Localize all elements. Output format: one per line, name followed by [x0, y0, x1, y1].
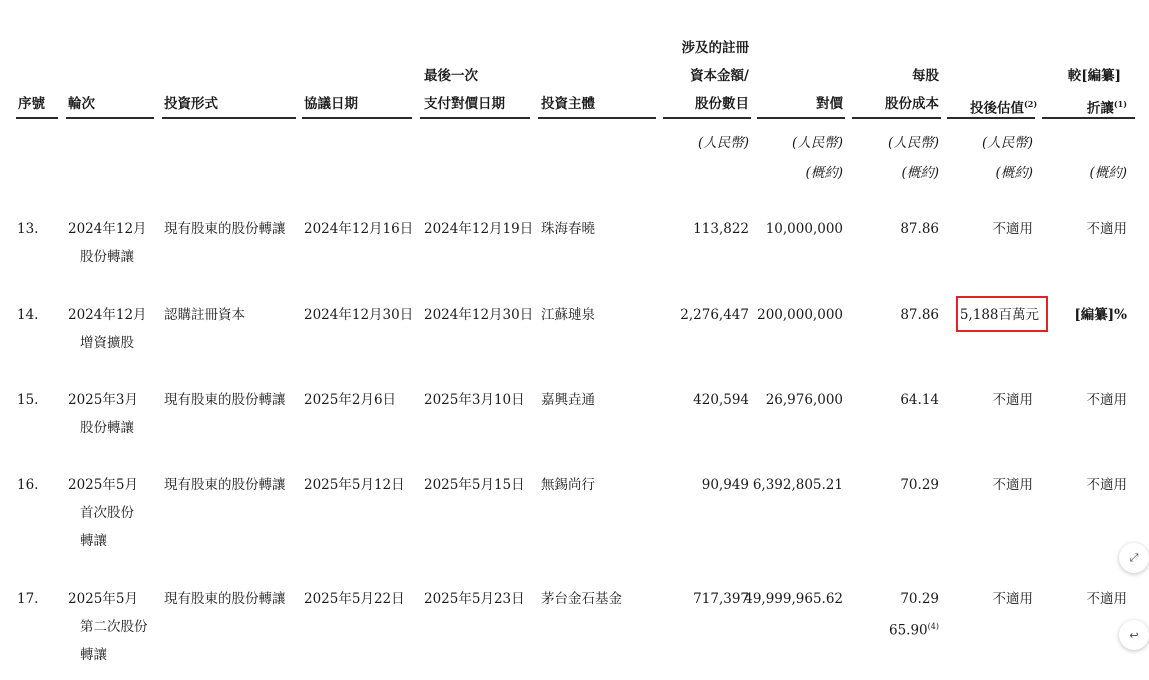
- row-17-cost-2-value: 65.90: [889, 622, 928, 639]
- unit-consideration-1: (人民幣): [791, 135, 843, 151]
- unit-consideration-2: (概約): [805, 165, 843, 181]
- row-14-capital: 2,276,447: [680, 307, 749, 323]
- row-16-round-3: 轉讓: [80, 533, 107, 549]
- row-17-cost-2-note: (4): [927, 622, 939, 631]
- row-15-valuation: 不適用: [992, 392, 1033, 408]
- row-13-round-1: 2024年12月: [68, 221, 147, 237]
- rule-capital: [663, 117, 751, 119]
- row-13-agreement-date: 2024年12月16日: [304, 221, 414, 237]
- row-14-discount: [編纂]%: [1074, 307, 1127, 323]
- row-16-consideration: 6,392,805.21: [752, 477, 843, 493]
- row-14-round-1: 2024年12月: [68, 307, 147, 323]
- row-13-discount: 不適用: [1086, 221, 1127, 237]
- rule-round: [66, 117, 154, 119]
- rule-valuation: [947, 117, 1035, 119]
- row-17-round-1: 2025年5月: [68, 591, 138, 607]
- row-13-consideration: 10,000,000: [765, 221, 843, 237]
- header-investor: 投資主體: [541, 96, 595, 112]
- row-17-last-payment: 2025年5月23日: [424, 591, 525, 607]
- row-13-cost: 87.86: [900, 221, 939, 237]
- fold-icon: ↩: [1129, 628, 1139, 642]
- rule-agreement-date: [302, 117, 412, 119]
- row-17-capital: 717,397: [693, 591, 749, 607]
- rule-cost: [852, 117, 941, 119]
- header-consideration: 對價: [816, 96, 843, 112]
- header-discount-note: (1): [1113, 99, 1127, 109]
- row-17-round-3: 轉讓: [80, 647, 107, 663]
- row-17-cost: 70.29: [900, 591, 939, 607]
- unit-capital: (人民幣): [697, 135, 749, 151]
- rule-form: [162, 117, 296, 119]
- row-14-form: 認購註冊資本: [164, 307, 245, 323]
- row-16-round-1: 2025年5月: [68, 477, 138, 493]
- row-16-investor: 無錫尚行: [541, 477, 595, 493]
- row-14-consideration: 200,000,000: [757, 307, 843, 323]
- row-13-investor: 珠海春曉: [541, 221, 595, 237]
- header-agreement-date: 協議日期: [304, 96, 358, 112]
- row-14-round-2: 增資擴股: [80, 335, 134, 351]
- row-15-consideration: 26,976,000: [765, 392, 843, 408]
- row-13-seq: 13.: [17, 221, 39, 237]
- row-13-valuation: 不適用: [992, 221, 1033, 237]
- header-valuation-note: (2): [1024, 99, 1038, 109]
- row-17-seq: 17.: [17, 591, 39, 607]
- header-discount-label: 折讓: [1086, 100, 1114, 117]
- header-last-payment-line2: 支付對價日期: [424, 96, 505, 112]
- row-14-investor: 江蘇璉泉: [541, 307, 595, 323]
- row-14-seq: 14.: [17, 307, 39, 323]
- row-16-agreement-date: 2025年5月12日: [304, 477, 405, 493]
- row-13-round-2: 股份轉讓: [80, 249, 134, 265]
- row-17-form: 現有股東的股份轉讓: [164, 591, 286, 607]
- rule-discount: [1042, 117, 1135, 119]
- row-17-investor: 茅台金石基金: [541, 591, 622, 607]
- row-15-discount: 不適用: [1086, 392, 1127, 408]
- row-13-capital: 113,822: [693, 221, 749, 237]
- row-16-last-payment: 2025年5月15日: [424, 477, 525, 493]
- row-14-cost: 87.86: [900, 307, 939, 323]
- row-16-round-2: 首次股份: [80, 505, 134, 521]
- row-16-capital: 90,949: [701, 477, 749, 493]
- unit-valuation-2: (概約): [995, 165, 1033, 181]
- rule-last-payment: [420, 117, 530, 119]
- row-17-consideration: 49,999,965.62: [744, 591, 843, 607]
- row-14-agreement-date: 2024年12月30日: [304, 307, 414, 323]
- header-round: 輪次: [68, 96, 95, 112]
- header-valuation-label: 投後估值: [970, 100, 1024, 117]
- unit-cost-2: (概約): [901, 165, 939, 181]
- row-16-valuation: 不適用: [992, 477, 1033, 493]
- unit-cost-1: (人民幣): [887, 135, 939, 151]
- row-17-round-2: 第二次股份: [80, 619, 148, 635]
- header-discount-line1: 較[編纂]: [1067, 68, 1121, 84]
- rule-consideration: [757, 117, 845, 119]
- row-15-last-payment: 2025年3月10日: [424, 392, 525, 408]
- header-last-payment-line1: 最後一次: [424, 68, 478, 84]
- row-13-form: 現有股東的股份轉讓: [164, 221, 286, 237]
- rule-investor: [538, 117, 656, 119]
- row-16-seq: 16.: [17, 477, 39, 493]
- row-15-investor: 嘉興垚通: [541, 392, 595, 408]
- header-capital-line2: 資本金額/: [690, 68, 749, 84]
- unit-valuation-1: (人民幣): [981, 135, 1033, 151]
- expand-button[interactable]: [1119, 543, 1149, 573]
- row-17-cost-2: [889, 613, 939, 645]
- header-capital-line3: 股份數目: [695, 96, 749, 112]
- row-14-valuation: 5,188百萬元: [959, 307, 1039, 323]
- row-16-cost: 70.29: [900, 477, 939, 493]
- header-seq: 序號: [18, 96, 45, 112]
- header-cost-line2: 股份成本: [885, 96, 939, 112]
- header-cost-line1: 每股: [912, 68, 939, 84]
- row-15-form: 現有股東的股份轉讓: [164, 392, 286, 408]
- row-15-cost: 64.14: [900, 392, 939, 408]
- row-17-valuation: 不適用: [992, 591, 1033, 607]
- row-15-agreement-date: 2025年2月6日: [304, 392, 397, 408]
- unit-discount: (概約): [1089, 165, 1127, 181]
- header-capital-line1: 涉及的註冊: [681, 40, 749, 56]
- row-15-round-1: 2025年3月: [68, 392, 138, 408]
- row-17-agreement-date: 2025年5月22日: [304, 591, 405, 607]
- header-form: 投資形式: [164, 96, 218, 112]
- fold-button[interactable]: [1119, 620, 1149, 650]
- row-13-last-payment: 2024年12月19日: [424, 221, 534, 237]
- row-16-discount: 不適用: [1086, 477, 1127, 493]
- expand-icon: ⤢: [1129, 551, 1139, 564]
- rule-seq: [16, 117, 58, 119]
- row-15-seq: 15.: [17, 392, 39, 408]
- row-17-discount: 不適用: [1086, 591, 1127, 607]
- row-14-last-payment: 2024年12月30日: [424, 307, 534, 323]
- row-15-capital: 420,594: [693, 392, 749, 408]
- row-15-round-2: 股份轉讓: [80, 420, 134, 436]
- row-16-form: 現有股東的股份轉讓: [164, 477, 286, 493]
